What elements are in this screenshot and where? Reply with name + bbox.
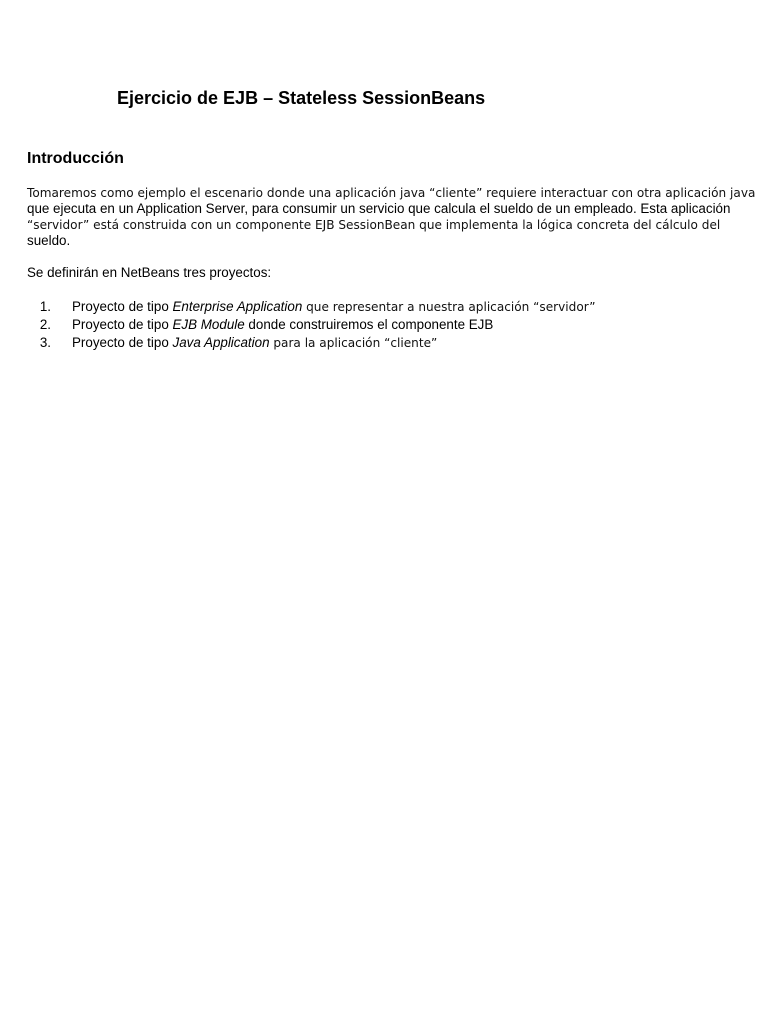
list-item-suffix: que representar a nuestra aplicación “servidor” — [302, 300, 596, 314]
intro-line: “servidor” está construida con un componente EJB SessionBean que implementa la lógica concreta del cálculo del — [27, 218, 721, 232]
intro-line: que ejecuta en un Application Server, para consumir un servicio que calcula el sueldo de un empleado. Esta aplicación — [27, 201, 731, 216]
intro-line: sueldo. — [27, 233, 71, 248]
list-item-kind: EJB Module — [172, 317, 245, 332]
intro-paragraph — [27, 185, 762, 249]
list-item-prefix: Proyecto de tipo — [72, 299, 173, 314]
project-list — [27, 298, 595, 352]
section-heading-introduccion: Introducción — [27, 150, 124, 167]
document-title: Ejercicio de EJB – Stateless SessionBeans — [117, 88, 486, 108]
list-item — [27, 334, 595, 352]
projects-lead-text: Se definirán en NetBeans tres proyectos: — [27, 265, 272, 280]
list-item-prefix: Proyecto de tipo — [72, 335, 173, 350]
list-item-number: 3. — [39, 335, 51, 350]
list-item — [27, 316, 595, 334]
list-item-kind: Java Application — [172, 335, 270, 350]
list-item-suffix: donde construiremos el componente EJB — [244, 317, 494, 332]
list-item-number: 2. — [39, 317, 51, 332]
intro-line: Tomaremos como ejemplo el escenario donde una aplicación java “cliente” requiere interactuar con otra aplicación java — [27, 186, 756, 200]
list-item-number: 1. — [39, 299, 51, 314]
list-item-suffix: para la aplicación “cliente” — [269, 336, 438, 350]
list-item-kind: Enterprise Application — [172, 299, 303, 314]
list-item-prefix: Proyecto de tipo — [72, 317, 173, 332]
list-item — [27, 298, 595, 316]
